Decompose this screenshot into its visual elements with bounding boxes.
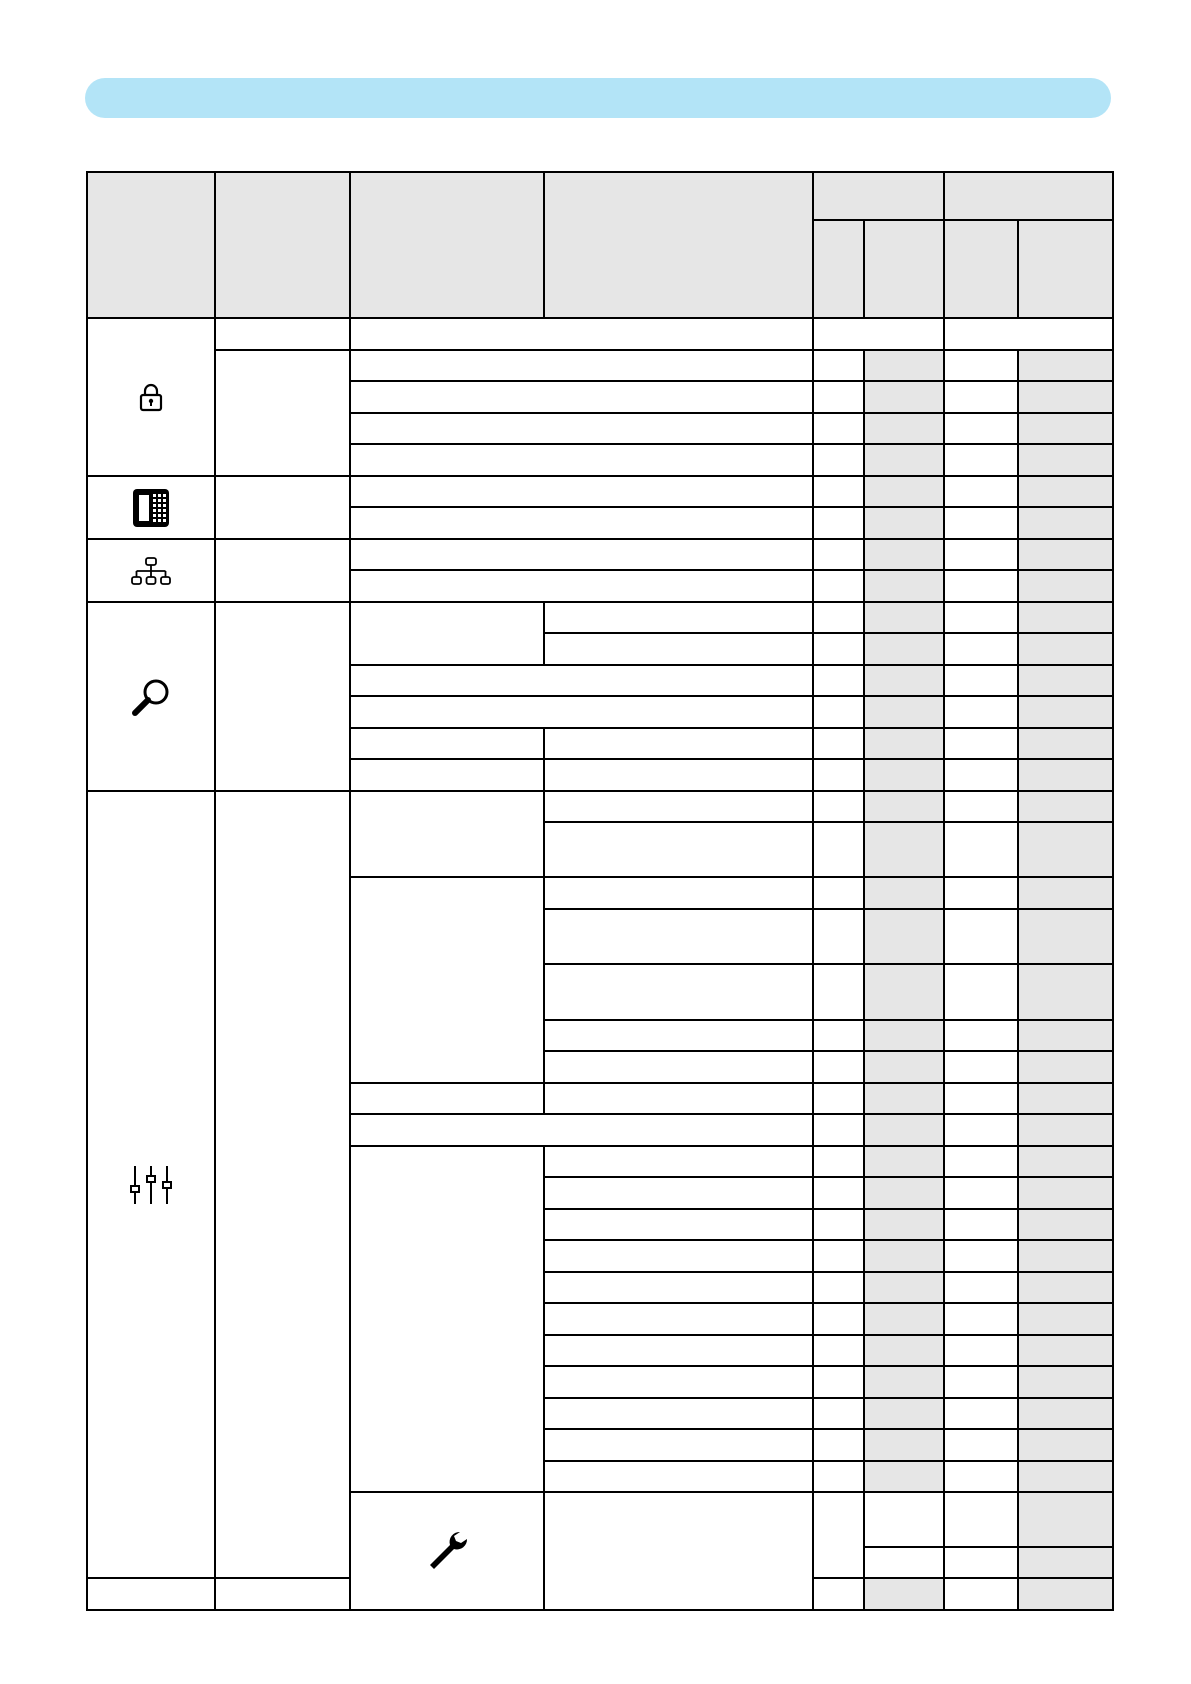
header-sub-b1 [944,220,1018,318]
table-row [87,602,1113,633]
section-network [87,539,215,602]
table-row [87,791,1113,822]
header-sub-a2 [864,220,944,318]
table-row [87,476,1113,507]
header-group-b [944,172,1113,220]
lock-icon [138,382,164,412]
table-row [87,350,1113,381]
table-row [87,318,1113,350]
section-tools [350,1492,544,1610]
header-sub-b2 [1018,220,1113,318]
header-col-3 [350,172,544,318]
table-row [87,539,1113,570]
header-group-a [813,172,944,220]
section-device [87,476,215,539]
header-sub-a1 [813,220,864,318]
section-adjust [87,791,215,1578]
search-icon [129,675,173,719]
header-col-2 [215,172,350,318]
header-col-1 [87,172,215,318]
settings-table [86,171,1114,1611]
header-col-4 [544,172,813,318]
sliders-icon [127,1164,175,1206]
network-icon [130,556,172,586]
section-security [87,318,215,476]
section-search [87,602,215,791]
wrench-icon [424,1528,470,1574]
device-icon [131,487,171,529]
page-banner [85,78,1111,118]
